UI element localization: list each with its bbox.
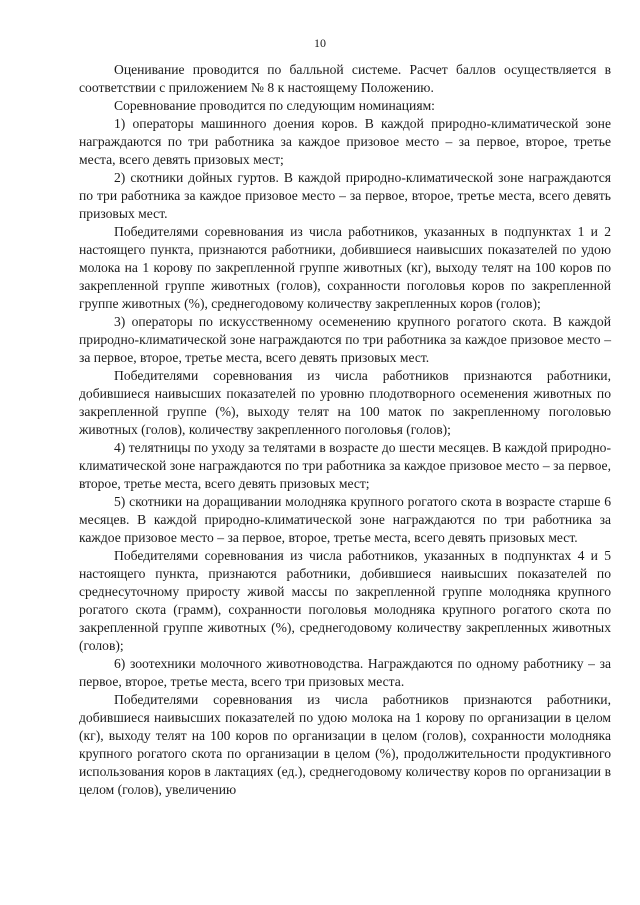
paragraph-nomination-6: 6) зоотехники молочного животноводства. Награждаются по одному работнику – за первое, второе, третье места, всего три призовых места.	[79, 656, 611, 689]
paragraph-nomination-2: 2) скотники дойных гуртов. В каждой природно-климатической зоне награждаются по три работника за каждое призовое место – за первое, второе, третье места, всего девять призовых мест.	[79, 170, 611, 221]
paragraph-nomination-1: 1) операторы машинного доения коров. В каждой природно-климатической зоне награждаются по три работника за каждое призовое место – за первое, второе, третье места, всего девять призовых мест;	[79, 116, 611, 167]
paragraph-nominations-intro: Соревнование проводится по следующим номинациям:	[114, 98, 435, 113]
document-body	[79, 61, 611, 799]
paragraph-winners-1-2: Победителями соревнования из числа работников, указанных в подпунктах 1 и 2 настоящего пункта, признаются работники, добившиеся наивысших показателей по удою молока на 1 корову по закрепленной группе животных (кг), выходу телят на 100 коров по закрепленной группе животных (голов), сохранности поголовья коров по закрепленной группе животных (%), среднегодовому количеству закрепленных коров (голов);	[79, 224, 611, 311]
paragraph-winners-3: Победителями соревнования из числа работников признаются работники, добившиеся наивысших показателей по уровню плодотворного осеменения животных по закрепленной группе (%), выходу телят на 100 маток по закрепленному поголовью животных (голов), количеству закрепленного поголовья (голов);	[79, 368, 611, 437]
paragraph-nomination-3: 3) операторы по искусственному осеменению крупного рогатого скота. В каждой природно-климатической зоне награждаются по три работника за каждое призовое место – за первое, второе, третье места, всего девять призовых мест.	[79, 314, 611, 365]
paragraph-nomination-5: 5) скотники на доращивании молодняка крупного рогатого скота в возрасте старше 6 месяцев. В каждой природно-климатической зоне награждаются по три работника за каждое призовое место – за первое, второе, третье места, всего девять призовых мест.	[79, 494, 611, 545]
paragraph-winners-4-5: Победителями соревнования из числа работников, указанных в подпунктах 4 и 5 настоящего пункта, признаются работники, добившиеся наивысших показателей по среднесуточному приросту живой массы по закрепленной группе молодняка крупного рогатого скота (грамм), сохранности поголовья молодняка крупного рогатого скота по закрепленной группе животных (%), среднегодовому количеству закрепленных животных (голов);	[79, 548, 611, 653]
paragraph-winners-6: Победителями соревнования из числа работников признаются работники, добившиеся наивысших показателей по удою молока на 1 корову по организации в целом (кг), выходу телят на 100 коров по организации в целом (голов), сохранности молодняка крупного рогатого скота по организации в целом (%), продолжительности продуктивного использования коров в лактациях (ед.), среднегодовому количеству коров по организации в целом (голов), увеличению	[79, 692, 611, 797]
paragraph-nomination-4: 4) телятницы по уходу за телятами в возрасте до шести месяцев. В каждой природно-климатической зоне награждаются по три работника за каждое призовое место – за первое, второе, третье места, всего девять призовых мест;	[79, 440, 611, 491]
paragraph-evaluation: Оценивание проводится по балльной системе. Расчет баллов осуществляется в соответствии с приложением № 8 к настоящему Положению.	[79, 62, 611, 95]
page-number: 10	[314, 36, 326, 50]
